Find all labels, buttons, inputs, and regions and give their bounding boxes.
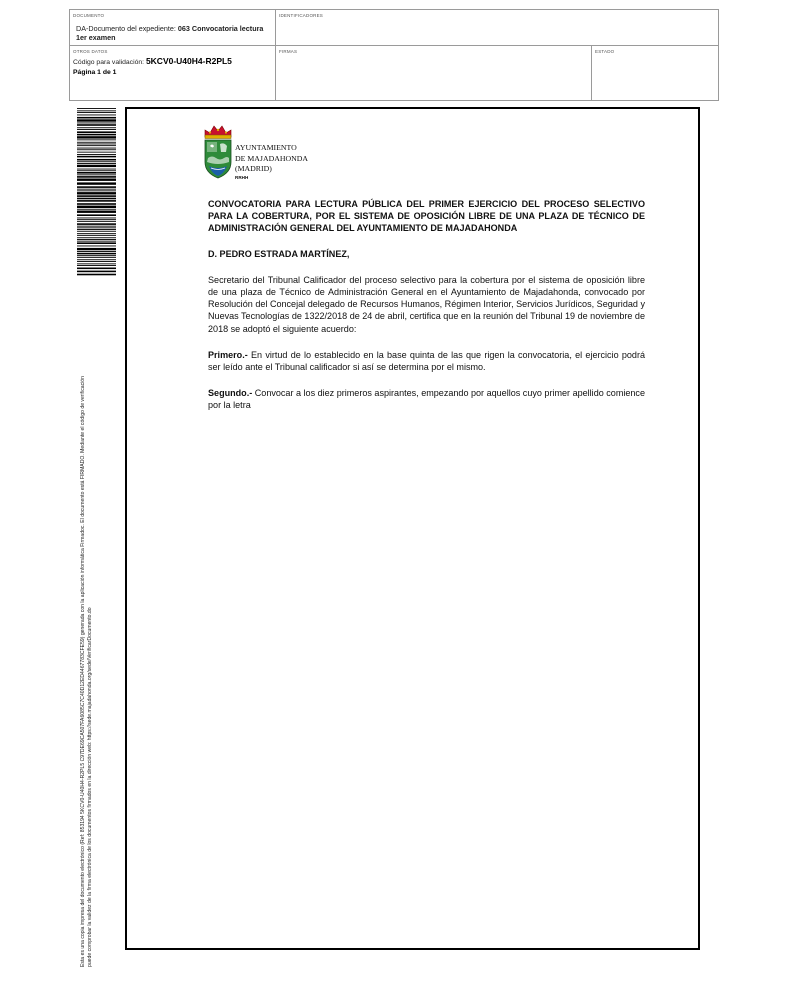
documento-name: 063 Convocatoria lectura 1er examen <box>76 24 264 42</box>
firmas-cell <box>276 46 592 100</box>
estado-label: ESTADO <box>595 49 615 54</box>
firmas-label: FIRMAS <box>279 49 298 54</box>
segundo-paragraph <box>208 387 645 411</box>
signatory-name: D. PEDRO ESTRADA MARTÍNEZ, <box>208 248 350 259</box>
identificadores-label: IDENTIFICADORES <box>279 13 324 18</box>
document-body <box>208 198 645 412</box>
estado-cell <box>592 46 718 100</box>
document-title: CONVOCATORIA PARA LECTURA PÚBLICA DEL PRIMER EJERCICIO DEL PROCESO SELECTIVO PARA LA COBERTURA, POR EL SISTEMA DE OPOSICIÓN LIBRE DE UNA PLAZA DE TÉCNICO DE ADMINISTRACIÓN GENERAL DEL AYUNTAMIENTO DE MAJADAHONDA <box>208 199 645 234</box>
documento-cell <box>70 10 276 46</box>
page-indicator: Página 1 de 1 <box>73 69 117 76</box>
side-text-line-2: puede comprobar la validez de la firma electrónica de los documentos firmados en la dirección web: https://sede.majadahonda.org/sede/VerificarDocumento.do <box>86 607 93 967</box>
logo-line-1: AYUNTAMIENTO <box>235 143 297 152</box>
identificadores-cell <box>276 10 718 46</box>
otros-datos-cell <box>70 46 276 100</box>
segundo-text: Convocar a los diez primeros aspirantes, empezando por aquellos cuyo primer apellido comience por la letra <box>208 388 645 411</box>
validation-code-row <box>73 56 232 66</box>
documento-prefix: DA-Documento del expediente: <box>76 24 176 33</box>
documento-label: DOCUMENTO <box>73 13 105 18</box>
document-metadata-table <box>69 9 719 101</box>
documento-value <box>76 24 272 42</box>
majadahonda-crest-icon <box>202 122 234 180</box>
segundo-label: Segundo.- <box>208 388 253 399</box>
intro-paragraph: Secretario del Tribunal Calificador del proceso selectivo para la cobertura por el sistema de oposición libre de una plaza de Técnico de Administración General en el Ayuntamiento de Majadahonda, convocado por Resolución del Concejal delegado de Recursos Humanos, Régimen Interior, Servicios Jurídicos, Seguridad y Nuevas Tecnologías de 1322/2018 de 24 de abril, certifica que en la reunión del Tribunal 19 de noviembre de 2018 se adoptó el siguiente acuerdo: <box>208 274 645 334</box>
barcode <box>77 108 116 276</box>
primero-text: En virtud de lo establecido en la base quinta de las que rigen la convocatoria, el ejercicio podrá ser leído ante el Tribunal calificador si así se determina por el mismo. <box>208 349 646 373</box>
logo-line-3: (MADRID) <box>235 164 272 174</box>
logo-line-2: DE MAJADAHONDA <box>235 153 308 163</box>
logo-line-4: RRHH <box>235 174 249 180</box>
primero-paragraph <box>208 349 645 373</box>
side-text-line-1: Esta es una copia impresa del documento electrónico (Ref: 853194 5KCV0-U40H4-R2PL5 C97DE69CA507FA6085C7C40D12ED4467783CFE59) generada con la aplicación informática Firmadoc. El documento está FIRMADO. Mediante el código de verificación <box>80 376 86 967</box>
otros-datos-label: OTROS DATOS <box>73 49 108 54</box>
validation-code: 5KCV0-U40H4-R2PL5 <box>145 56 232 66</box>
primero-label: Primero.- <box>208 349 248 360</box>
side-verification-text <box>80 376 93 967</box>
validation-code-label: Código para validación: <box>73 59 145 66</box>
ayuntamiento-logo-text <box>235 143 308 181</box>
